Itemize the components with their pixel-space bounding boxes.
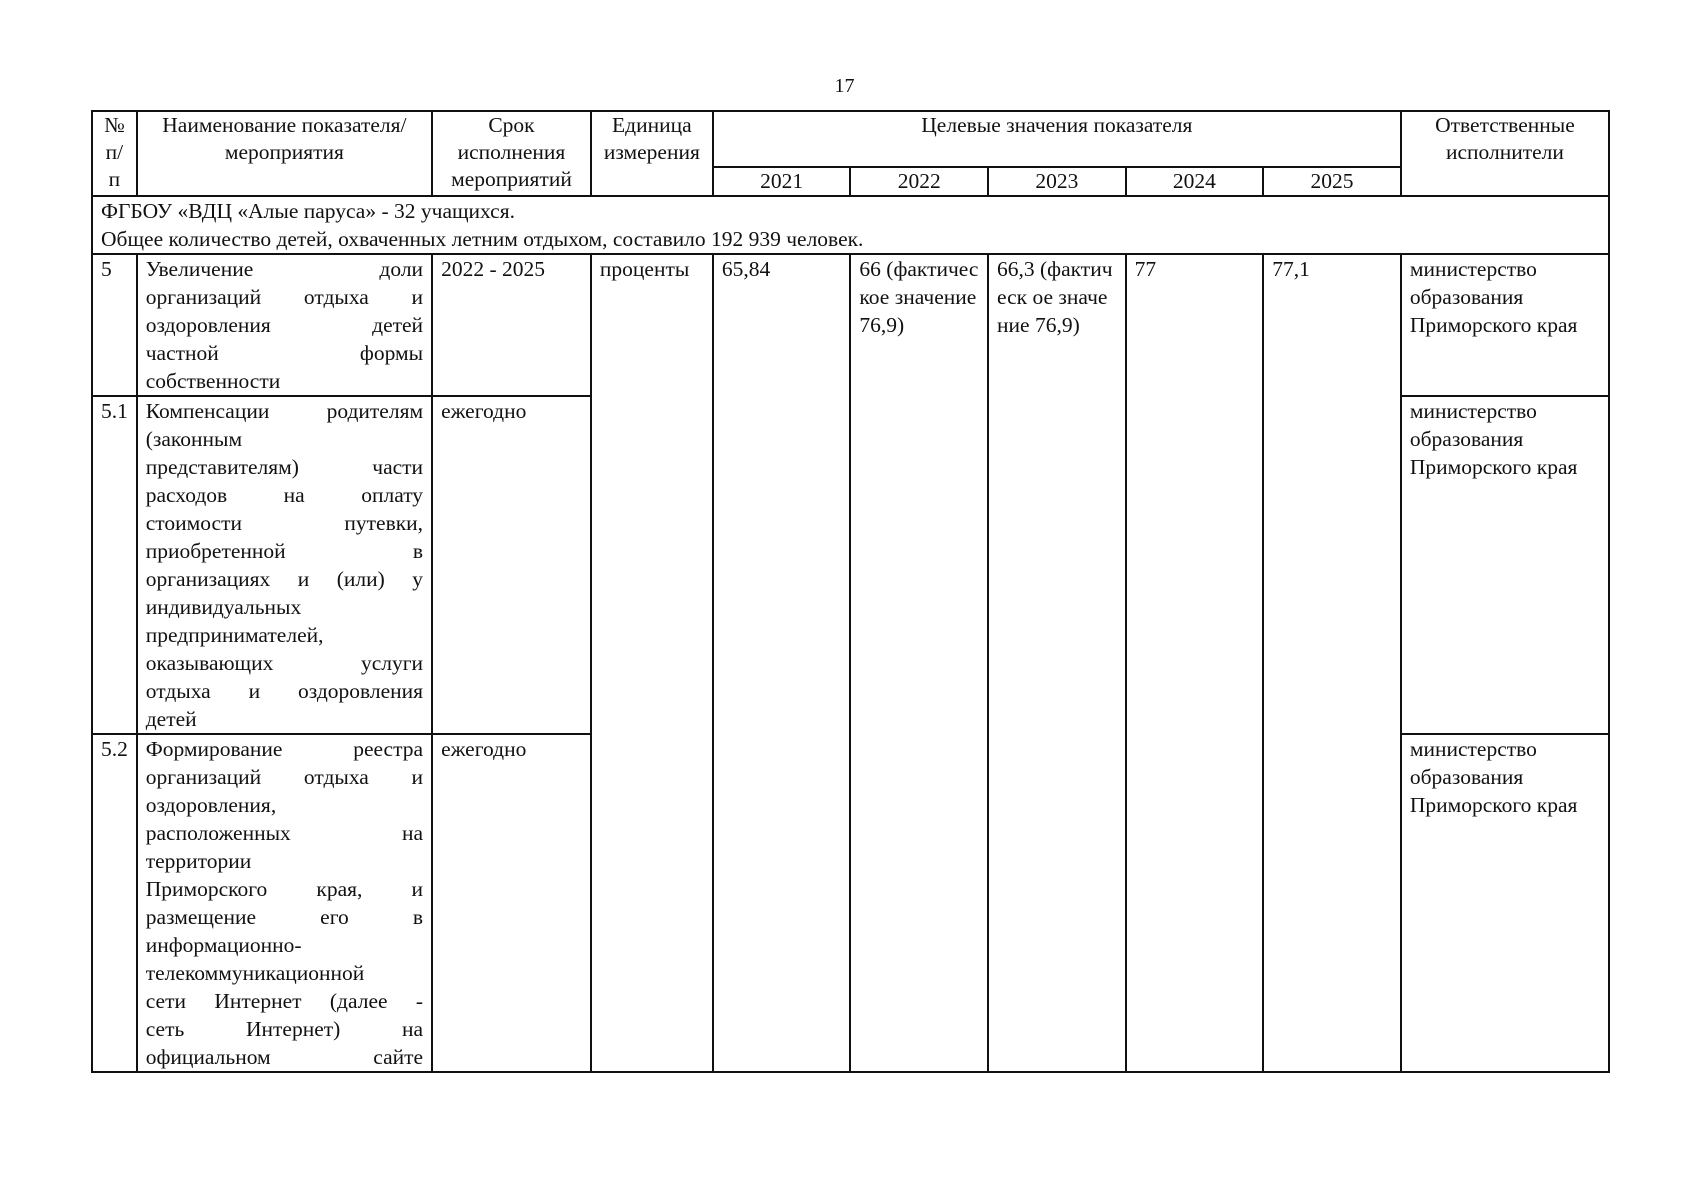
table-row-5 — [92, 254, 1609, 396]
value-2023: 66,3 (фактическ ое значение 76,9) — [988, 254, 1126, 1072]
row-name-line: сеть Интернет) на — [145, 1017, 424, 1041]
row-name-line: (законным — [145, 427, 243, 451]
row-number: 5.1 — [92, 396, 137, 734]
header-year-2022: 2022 — [850, 167, 988, 196]
row-name-line: расположенных на — [145, 821, 424, 845]
row-name-line: индивидуальных — [145, 595, 302, 619]
info-line: Общее количество детей, охваченных летним отдыхом, составило 192 939 человек. — [101, 227, 864, 251]
row-name — [137, 734, 432, 1072]
row-name-line: расходов на оплату — [145, 483, 424, 507]
header-no: № п/п — [92, 111, 137, 196]
header-name: Наименование показателя/мероприятия — [137, 111, 432, 196]
header-year-2023: 2023 — [988, 167, 1126, 196]
row-name — [137, 254, 432, 396]
row-term: ежегодно — [432, 734, 591, 1072]
row-name — [137, 396, 432, 734]
value-2022: 66 (фактичес кое значение 76,9) — [850, 254, 988, 1072]
info-line: ФГБОУ «ВДЦ «Алые паруса» - 32 учащихся. — [101, 199, 515, 223]
row-name-line: отдыха и оздоровления — [145, 679, 424, 703]
row-name-line: оказывающих услуги — [145, 651, 424, 675]
value-2025: 77,1 — [1263, 254, 1401, 1072]
row-responsible: министерство образования Приморского края — [1401, 396, 1609, 734]
row-name-line: стоимости путевки, — [145, 511, 424, 535]
row-name-line: телекоммуникационной — [145, 961, 365, 985]
row-name-line: детей — [145, 707, 197, 731]
header-year-2024: 2024 — [1126, 167, 1264, 196]
row-name-line: оздоровления, — [145, 793, 277, 817]
row-name-line: организаций отдыха и — [145, 285, 424, 309]
row-unit: проценты — [591, 254, 713, 1072]
header-term: Срок исполнения мероприятий — [432, 111, 591, 196]
row-name-line: Приморского края, и — [145, 877, 424, 901]
row-name-line: организациях и (или) у — [145, 567, 424, 591]
row-number: 5.2 — [92, 734, 137, 1072]
row-name-line: информационно- — [145, 933, 302, 957]
row-term: ежегодно — [432, 396, 591, 734]
row-name-line: приобретенной в — [145, 539, 424, 563]
header-year-2025: 2025 — [1263, 167, 1401, 196]
value-2024: 77 — [1126, 254, 1264, 1072]
row-name-line: Формирование реестра — [145, 737, 424, 761]
row-responsible: министерство образования Приморского края — [1401, 254, 1609, 396]
row-name-line: оздоровления детей — [145, 313, 424, 337]
row-name-line: собственности — [145, 369, 281, 393]
row-number: 5 — [92, 254, 137, 396]
row-name-line: Компенсации родителям — [145, 399, 424, 423]
header-responsible: Ответственные исполнители — [1401, 111, 1609, 196]
row-name-line: организаций отдыха и — [145, 765, 424, 789]
header-row — [92, 111, 1609, 167]
row-name-line: размещение его в — [145, 905, 424, 929]
header-unit: Единица измерения — [591, 111, 713, 196]
row-name-line: частной формы — [145, 341, 424, 365]
row-name-line: представителям) части — [145, 455, 424, 479]
row-name-line: Увеличение доли — [145, 257, 424, 281]
row-name-line: официальном сайте — [145, 1045, 424, 1069]
row-name-line: сети Интернет (далее - — [145, 989, 424, 1013]
info-cell — [92, 196, 1609, 254]
header-targets: Целевые значения показателя — [713, 111, 1401, 167]
row-name-line: территории — [145, 849, 252, 873]
value-2021: 65,84 — [713, 254, 851, 1072]
row-name-line: предпринимателей, — [145, 623, 324, 647]
header-year-2021: 2021 — [713, 167, 851, 196]
page-number: 17 — [834, 75, 855, 97]
row-term: 2022 - 2025 — [432, 254, 591, 396]
indicators-table — [91, 110, 1610, 1073]
row-responsible: министерство образования Приморского края — [1401, 734, 1609, 1072]
info-row — [92, 196, 1609, 254]
